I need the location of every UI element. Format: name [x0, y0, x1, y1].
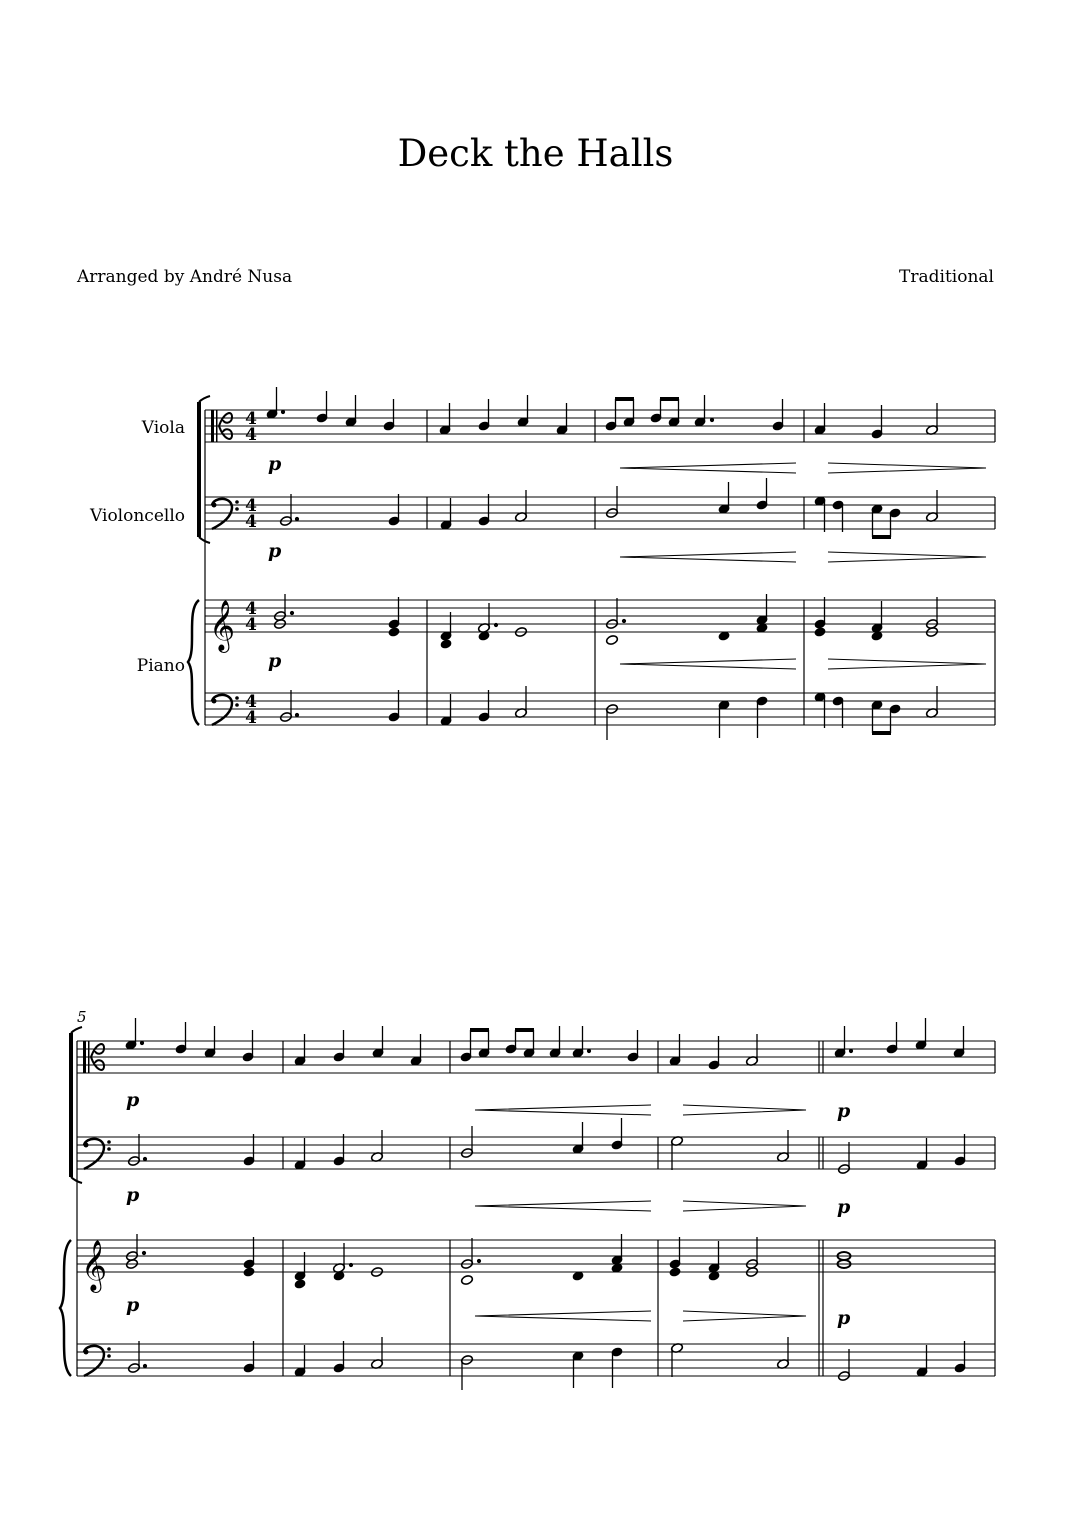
- cello-notes-2: [128, 1118, 966, 1174]
- dynamic-mark: p: [126, 1184, 140, 1206]
- viola-notes-1: [266, 387, 938, 439]
- instrument-label-viola: Viola: [141, 418, 185, 438]
- dynamic-mark: p: [268, 540, 282, 562]
- viola-notes-2: [125, 1018, 965, 1070]
- bass-clef-piano: [212, 695, 239, 725]
- timesig-num: 4: [245, 409, 257, 429]
- hairpins: [620, 463, 986, 669]
- arranger-credit: Arranged by André Nusa: [77, 267, 293, 287]
- timesig-num: 4: [245, 599, 257, 619]
- dynamic-mark: p: [126, 1294, 140, 1316]
- piano-brace: [188, 600, 199, 725]
- dynamic-mark: p: [837, 1307, 851, 1329]
- bass-clef-piano: [84, 1346, 111, 1376]
- composer-credit: Traditional: [899, 267, 994, 287]
- staff-piano-treble-2: [77, 1240, 995, 1272]
- bass-clef: [212, 499, 239, 529]
- timesig-den: 4: [245, 708, 257, 728]
- system-1: [89, 387, 995, 740]
- timesig-den: 4: [245, 615, 257, 635]
- piano-bass-notes-2: [128, 1337, 966, 1390]
- bass-clef: [84, 1139, 111, 1169]
- score-title: Deck the Halls: [397, 132, 674, 175]
- piano-treble-notes-1: [274, 594, 939, 649]
- timesig-num: 4: [245, 496, 257, 516]
- instrument-label-piano: Piano: [136, 656, 185, 676]
- staff-piano-bass-2: [77, 1344, 995, 1376]
- timesig-den: 4: [245, 512, 257, 532]
- dynamic-mark: p: [268, 650, 282, 672]
- timesig-num: 4: [245, 692, 257, 712]
- dynamic-mark: p: [837, 1196, 851, 1218]
- dynamic-mark: p: [126, 1089, 140, 1111]
- instrument-label-cello: Violoncello: [90, 506, 185, 526]
- treble-clef: 𝄞: [81, 1240, 108, 1291]
- measure-number: 5: [77, 1008, 87, 1026]
- piano-brace: [60, 1240, 71, 1376]
- piano-bass-notes-1: [280, 686, 939, 740]
- staff-cello-2: [77, 1137, 995, 1169]
- dynamic-mark: p: [837, 1100, 851, 1122]
- dynamic-mark: p: [268, 453, 282, 475]
- piano-treble-notes-2: [126, 1234, 851, 1289]
- treble-clef: 𝄞: [209, 600, 236, 651]
- timesig-den: 4: [245, 425, 257, 445]
- cello-notes-1: [280, 478, 939, 537]
- system-2: [60, 1008, 995, 1390]
